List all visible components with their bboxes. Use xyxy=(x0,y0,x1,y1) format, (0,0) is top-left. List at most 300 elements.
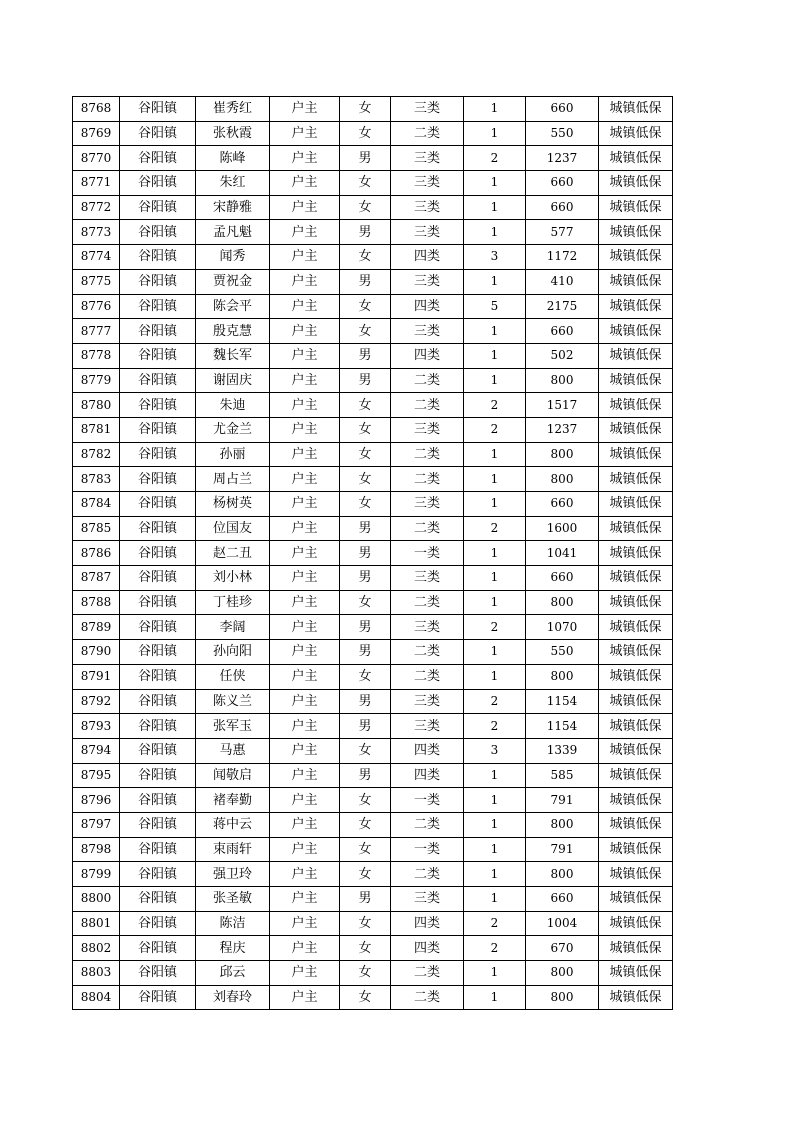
assistance-type-cell: 城镇低保 xyxy=(599,738,673,763)
category-cell: 三类 xyxy=(391,689,464,714)
name-cell: 贾祝金 xyxy=(196,269,270,294)
amount-cell: 660 xyxy=(526,319,599,344)
household-size-cell: 1 xyxy=(464,887,526,912)
table-row xyxy=(73,812,673,837)
gender-cell: 男 xyxy=(340,220,391,245)
assistance-type-cell: 城镇低保 xyxy=(599,788,673,813)
serial-number-cell: 8788 xyxy=(73,590,120,615)
serial-number-cell: 8803 xyxy=(73,961,120,986)
table-row xyxy=(73,97,673,122)
category-cell: 四类 xyxy=(391,245,464,270)
town-cell: 谷阳镇 xyxy=(120,590,196,615)
category-cell: 三类 xyxy=(391,566,464,591)
name-cell: 朱红 xyxy=(196,171,270,196)
table-row xyxy=(73,269,673,294)
relation-cell: 户主 xyxy=(270,269,340,294)
household-size-cell: 2 xyxy=(464,615,526,640)
town-cell: 谷阳镇 xyxy=(120,862,196,887)
relation-cell: 户主 xyxy=(270,541,340,566)
table-row xyxy=(73,763,673,788)
category-cell: 二类 xyxy=(391,590,464,615)
roster-table xyxy=(72,96,673,1010)
assistance-type-cell: 城镇低保 xyxy=(599,393,673,418)
household-size-cell: 1 xyxy=(464,985,526,1010)
relation-cell: 户主 xyxy=(270,985,340,1010)
table-row xyxy=(73,985,673,1010)
relation-cell: 户主 xyxy=(270,368,340,393)
assistance-type-cell: 城镇低保 xyxy=(599,343,673,368)
serial-number-cell: 8770 xyxy=(73,146,120,171)
household-size-cell: 3 xyxy=(464,245,526,270)
serial-number-cell: 8772 xyxy=(73,195,120,220)
category-cell: 二类 xyxy=(391,664,464,689)
town-cell: 谷阳镇 xyxy=(120,516,196,541)
table-row xyxy=(73,541,673,566)
town-cell: 谷阳镇 xyxy=(120,269,196,294)
serial-number-cell: 8779 xyxy=(73,368,120,393)
assistance-type-cell: 城镇低保 xyxy=(599,961,673,986)
name-cell: 李阔 xyxy=(196,615,270,640)
town-cell: 谷阳镇 xyxy=(120,640,196,665)
name-cell: 闻秀 xyxy=(196,245,270,270)
relation-cell: 户主 xyxy=(270,319,340,344)
assistance-type-cell: 城镇低保 xyxy=(599,936,673,961)
town-cell: 谷阳镇 xyxy=(120,343,196,368)
relation-cell: 户主 xyxy=(270,343,340,368)
category-cell: 二类 xyxy=(391,961,464,986)
serial-number-cell: 8782 xyxy=(73,442,120,467)
household-size-cell: 1 xyxy=(464,467,526,492)
relation-cell: 户主 xyxy=(270,245,340,270)
gender-cell: 女 xyxy=(340,121,391,146)
table-row xyxy=(73,738,673,763)
assistance-type-cell: 城镇低保 xyxy=(599,319,673,344)
gender-cell: 女 xyxy=(340,442,391,467)
assistance-type-cell: 城镇低保 xyxy=(599,566,673,591)
category-cell: 三类 xyxy=(391,146,464,171)
name-cell: 陈义兰 xyxy=(196,689,270,714)
gender-cell: 男 xyxy=(340,368,391,393)
relation-cell: 户主 xyxy=(270,615,340,640)
gender-cell: 女 xyxy=(340,985,391,1010)
category-cell: 三类 xyxy=(391,714,464,739)
town-cell: 谷阳镇 xyxy=(120,961,196,986)
town-cell: 谷阳镇 xyxy=(120,664,196,689)
gender-cell: 女 xyxy=(340,936,391,961)
name-cell: 刘小林 xyxy=(196,566,270,591)
category-cell: 二类 xyxy=(391,640,464,665)
relation-cell: 户主 xyxy=(270,442,340,467)
name-cell: 强卫玲 xyxy=(196,862,270,887)
category-cell: 三类 xyxy=(391,319,464,344)
category-cell: 四类 xyxy=(391,763,464,788)
name-cell: 孙向阳 xyxy=(196,640,270,665)
table-row xyxy=(73,442,673,467)
relation-cell: 户主 xyxy=(270,640,340,665)
town-cell: 谷阳镇 xyxy=(120,837,196,862)
amount-cell: 1237 xyxy=(526,146,599,171)
household-size-cell: 1 xyxy=(464,269,526,294)
category-cell: 二类 xyxy=(391,985,464,1010)
serial-number-cell: 8784 xyxy=(73,492,120,517)
amount-cell: 800 xyxy=(526,664,599,689)
category-cell: 三类 xyxy=(391,269,464,294)
relation-cell: 户主 xyxy=(270,467,340,492)
category-cell: 二类 xyxy=(391,368,464,393)
serial-number-cell: 8787 xyxy=(73,566,120,591)
amount-cell: 2175 xyxy=(526,294,599,319)
relation-cell: 户主 xyxy=(270,492,340,517)
serial-number-cell: 8768 xyxy=(73,97,120,122)
category-cell: 四类 xyxy=(391,343,464,368)
relation-cell: 户主 xyxy=(270,936,340,961)
amount-cell: 1172 xyxy=(526,245,599,270)
gender-cell: 女 xyxy=(340,837,391,862)
name-cell: 宋静雅 xyxy=(196,195,270,220)
gender-cell: 男 xyxy=(340,566,391,591)
town-cell: 谷阳镇 xyxy=(120,195,196,220)
relation-cell: 户主 xyxy=(270,837,340,862)
amount-cell: 550 xyxy=(526,640,599,665)
name-cell: 陈会平 xyxy=(196,294,270,319)
assistance-type-cell: 城镇低保 xyxy=(599,541,673,566)
table-row xyxy=(73,294,673,319)
category-cell: 三类 xyxy=(391,195,464,220)
household-size-cell: 2 xyxy=(464,911,526,936)
household-size-cell: 1 xyxy=(464,121,526,146)
town-cell: 谷阳镇 xyxy=(120,541,196,566)
amount-cell: 502 xyxy=(526,343,599,368)
gender-cell: 男 xyxy=(340,343,391,368)
table-row xyxy=(73,516,673,541)
serial-number-cell: 8791 xyxy=(73,664,120,689)
amount-cell: 1339 xyxy=(526,738,599,763)
town-cell: 谷阳镇 xyxy=(120,714,196,739)
town-cell: 谷阳镇 xyxy=(120,689,196,714)
household-size-cell: 1 xyxy=(464,220,526,245)
relation-cell: 户主 xyxy=(270,664,340,689)
name-cell: 魏长军 xyxy=(196,343,270,368)
assistance-type-cell: 城镇低保 xyxy=(599,837,673,862)
name-cell: 张圣敏 xyxy=(196,887,270,912)
serial-number-cell: 8790 xyxy=(73,640,120,665)
household-size-cell: 1 xyxy=(464,812,526,837)
serial-number-cell: 8776 xyxy=(73,294,120,319)
household-size-cell: 1 xyxy=(464,837,526,862)
serial-number-cell: 8778 xyxy=(73,343,120,368)
town-cell: 谷阳镇 xyxy=(120,319,196,344)
relation-cell: 户主 xyxy=(270,417,340,442)
gender-cell: 男 xyxy=(340,763,391,788)
serial-number-cell: 8793 xyxy=(73,714,120,739)
table-row xyxy=(73,368,673,393)
table-row xyxy=(73,640,673,665)
assistance-type-cell: 城镇低保 xyxy=(599,862,673,887)
household-size-cell: 1 xyxy=(464,195,526,220)
category-cell: 二类 xyxy=(391,812,464,837)
town-cell: 谷阳镇 xyxy=(120,146,196,171)
name-cell: 闻敬启 xyxy=(196,763,270,788)
amount-cell: 800 xyxy=(526,467,599,492)
assistance-type-cell: 城镇低保 xyxy=(599,220,673,245)
name-cell: 丁桂珍 xyxy=(196,590,270,615)
serial-number-cell: 8804 xyxy=(73,985,120,1010)
town-cell: 谷阳镇 xyxy=(120,467,196,492)
table-row xyxy=(73,467,673,492)
serial-number-cell: 8781 xyxy=(73,417,120,442)
table-row xyxy=(73,245,673,270)
roster-body xyxy=(73,97,673,1010)
town-cell: 谷阳镇 xyxy=(120,788,196,813)
amount-cell: 800 xyxy=(526,442,599,467)
household-size-cell: 1 xyxy=(464,961,526,986)
table-row xyxy=(73,887,673,912)
household-size-cell: 2 xyxy=(464,393,526,418)
assistance-type-cell: 城镇低保 xyxy=(599,294,673,319)
assistance-type-cell: 城镇低保 xyxy=(599,492,673,517)
assistance-type-cell: 城镇低保 xyxy=(599,269,673,294)
household-size-cell: 1 xyxy=(464,763,526,788)
table-row xyxy=(73,343,673,368)
relation-cell: 户主 xyxy=(270,862,340,887)
assistance-type-cell: 城镇低保 xyxy=(599,516,673,541)
assistance-type-cell: 城镇低保 xyxy=(599,887,673,912)
household-size-cell: 1 xyxy=(464,492,526,517)
gender-cell: 男 xyxy=(340,887,391,912)
serial-number-cell: 8795 xyxy=(73,763,120,788)
gender-cell: 女 xyxy=(340,862,391,887)
household-size-cell: 1 xyxy=(464,442,526,467)
gender-cell: 女 xyxy=(340,319,391,344)
household-size-cell: 3 xyxy=(464,738,526,763)
household-size-cell: 1 xyxy=(464,590,526,615)
household-size-cell: 2 xyxy=(464,146,526,171)
category-cell: 四类 xyxy=(391,911,464,936)
gender-cell: 女 xyxy=(340,467,391,492)
relation-cell: 户主 xyxy=(270,714,340,739)
town-cell: 谷阳镇 xyxy=(120,615,196,640)
serial-number-cell: 8771 xyxy=(73,171,120,196)
table-row xyxy=(73,664,673,689)
assistance-type-cell: 城镇低保 xyxy=(599,467,673,492)
amount-cell: 670 xyxy=(526,936,599,961)
relation-cell: 户主 xyxy=(270,97,340,122)
assistance-type-cell: 城镇低保 xyxy=(599,245,673,270)
household-size-cell: 1 xyxy=(464,97,526,122)
town-cell: 谷阳镇 xyxy=(120,97,196,122)
assistance-type-cell: 城镇低保 xyxy=(599,146,673,171)
gender-cell: 女 xyxy=(340,417,391,442)
amount-cell: 660 xyxy=(526,171,599,196)
town-cell: 谷阳镇 xyxy=(120,492,196,517)
name-cell: 张秋霞 xyxy=(196,121,270,146)
table-row xyxy=(73,492,673,517)
category-cell: 三类 xyxy=(391,492,464,517)
amount-cell: 660 xyxy=(526,887,599,912)
serial-number-cell: 8789 xyxy=(73,615,120,640)
gender-cell: 女 xyxy=(340,590,391,615)
amount-cell: 1004 xyxy=(526,911,599,936)
amount-cell: 577 xyxy=(526,220,599,245)
category-cell: 二类 xyxy=(391,121,464,146)
gender-cell: 男 xyxy=(340,146,391,171)
household-size-cell: 2 xyxy=(464,417,526,442)
assistance-type-cell: 城镇低保 xyxy=(599,640,673,665)
town-cell: 谷阳镇 xyxy=(120,171,196,196)
town-cell: 谷阳镇 xyxy=(120,985,196,1010)
name-cell: 孟凡魁 xyxy=(196,220,270,245)
gender-cell: 男 xyxy=(340,541,391,566)
gender-cell: 女 xyxy=(340,812,391,837)
relation-cell: 户主 xyxy=(270,121,340,146)
name-cell: 谢固庆 xyxy=(196,368,270,393)
gender-cell: 女 xyxy=(340,97,391,122)
table-row xyxy=(73,121,673,146)
serial-number-cell: 8774 xyxy=(73,245,120,270)
relation-cell: 户主 xyxy=(270,195,340,220)
category-cell: 二类 xyxy=(391,467,464,492)
table-row xyxy=(73,615,673,640)
assistance-type-cell: 城镇低保 xyxy=(599,417,673,442)
serial-number-cell: 8780 xyxy=(73,393,120,418)
amount-cell: 410 xyxy=(526,269,599,294)
relation-cell: 户主 xyxy=(270,961,340,986)
serial-number-cell: 8786 xyxy=(73,541,120,566)
amount-cell: 660 xyxy=(526,492,599,517)
name-cell: 赵二丑 xyxy=(196,541,270,566)
category-cell: 一类 xyxy=(391,788,464,813)
household-size-cell: 1 xyxy=(464,171,526,196)
assistance-type-cell: 城镇低保 xyxy=(599,763,673,788)
table-row xyxy=(73,714,673,739)
table-row xyxy=(73,319,673,344)
town-cell: 谷阳镇 xyxy=(120,887,196,912)
town-cell: 谷阳镇 xyxy=(120,566,196,591)
name-cell: 邱云 xyxy=(196,961,270,986)
name-cell: 陈峰 xyxy=(196,146,270,171)
name-cell: 位国友 xyxy=(196,516,270,541)
amount-cell: 660 xyxy=(526,97,599,122)
serial-number-cell: 8785 xyxy=(73,516,120,541)
amount-cell: 800 xyxy=(526,985,599,1010)
amount-cell: 660 xyxy=(526,566,599,591)
name-cell: 任侠 xyxy=(196,664,270,689)
relation-cell: 户主 xyxy=(270,911,340,936)
household-size-cell: 2 xyxy=(464,689,526,714)
gender-cell: 女 xyxy=(340,492,391,517)
amount-cell: 800 xyxy=(526,862,599,887)
gender-cell: 女 xyxy=(340,245,391,270)
table-row xyxy=(73,788,673,813)
town-cell: 谷阳镇 xyxy=(120,417,196,442)
category-cell: 二类 xyxy=(391,393,464,418)
assistance-type-cell: 城镇低保 xyxy=(599,121,673,146)
gender-cell: 男 xyxy=(340,516,391,541)
name-cell: 崔秀红 xyxy=(196,97,270,122)
amount-cell: 800 xyxy=(526,590,599,615)
serial-number-cell: 8799 xyxy=(73,862,120,887)
category-cell: 三类 xyxy=(391,220,464,245)
assistance-type-cell: 城镇低保 xyxy=(599,97,673,122)
town-cell: 谷阳镇 xyxy=(120,936,196,961)
town-cell: 谷阳镇 xyxy=(120,738,196,763)
town-cell: 谷阳镇 xyxy=(120,245,196,270)
name-cell: 朱迪 xyxy=(196,393,270,418)
amount-cell: 791 xyxy=(526,788,599,813)
relation-cell: 户主 xyxy=(270,294,340,319)
category-cell: 三类 xyxy=(391,615,464,640)
gender-cell: 女 xyxy=(340,294,391,319)
relation-cell: 户主 xyxy=(270,788,340,813)
town-cell: 谷阳镇 xyxy=(120,294,196,319)
category-cell: 四类 xyxy=(391,738,464,763)
serial-number-cell: 8777 xyxy=(73,319,120,344)
serial-number-cell: 8796 xyxy=(73,788,120,813)
category-cell: 二类 xyxy=(391,862,464,887)
assistance-type-cell: 城镇低保 xyxy=(599,195,673,220)
amount-cell: 1070 xyxy=(526,615,599,640)
household-size-cell: 1 xyxy=(464,664,526,689)
gender-cell: 女 xyxy=(340,911,391,936)
assistance-type-cell: 城镇低保 xyxy=(599,985,673,1010)
assistance-type-cell: 城镇低保 xyxy=(599,368,673,393)
table-row xyxy=(73,590,673,615)
gender-cell: 男 xyxy=(340,269,391,294)
household-size-cell: 1 xyxy=(464,788,526,813)
category-cell: 一类 xyxy=(391,541,464,566)
gender-cell: 男 xyxy=(340,714,391,739)
household-size-cell: 5 xyxy=(464,294,526,319)
town-cell: 谷阳镇 xyxy=(120,911,196,936)
amount-cell: 800 xyxy=(526,812,599,837)
relation-cell: 户主 xyxy=(270,689,340,714)
amount-cell: 1154 xyxy=(526,714,599,739)
gender-cell: 女 xyxy=(340,393,391,418)
relation-cell: 户主 xyxy=(270,516,340,541)
relation-cell: 户主 xyxy=(270,566,340,591)
relation-cell: 户主 xyxy=(270,146,340,171)
serial-number-cell: 8801 xyxy=(73,911,120,936)
amount-cell: 1154 xyxy=(526,689,599,714)
household-size-cell: 2 xyxy=(464,714,526,739)
assistance-type-cell: 城镇低保 xyxy=(599,714,673,739)
assistance-type-cell: 城镇低保 xyxy=(599,615,673,640)
amount-cell: 1600 xyxy=(526,516,599,541)
table-row xyxy=(73,220,673,245)
gender-cell: 男 xyxy=(340,615,391,640)
household-size-cell: 1 xyxy=(464,343,526,368)
table-row xyxy=(73,936,673,961)
amount-cell: 800 xyxy=(526,368,599,393)
gender-cell: 女 xyxy=(340,738,391,763)
gender-cell: 女 xyxy=(340,788,391,813)
household-size-cell: 1 xyxy=(464,368,526,393)
name-cell: 陈洁 xyxy=(196,911,270,936)
category-cell: 三类 xyxy=(391,171,464,196)
amount-cell: 550 xyxy=(526,121,599,146)
relation-cell: 户主 xyxy=(270,812,340,837)
household-size-cell: 1 xyxy=(464,319,526,344)
town-cell: 谷阳镇 xyxy=(120,442,196,467)
town-cell: 谷阳镇 xyxy=(120,812,196,837)
table-row xyxy=(73,146,673,171)
category-cell: 三类 xyxy=(391,417,464,442)
amount-cell: 585 xyxy=(526,763,599,788)
serial-number-cell: 8802 xyxy=(73,936,120,961)
category-cell: 二类 xyxy=(391,516,464,541)
serial-number-cell: 8792 xyxy=(73,689,120,714)
household-size-cell: 1 xyxy=(464,541,526,566)
